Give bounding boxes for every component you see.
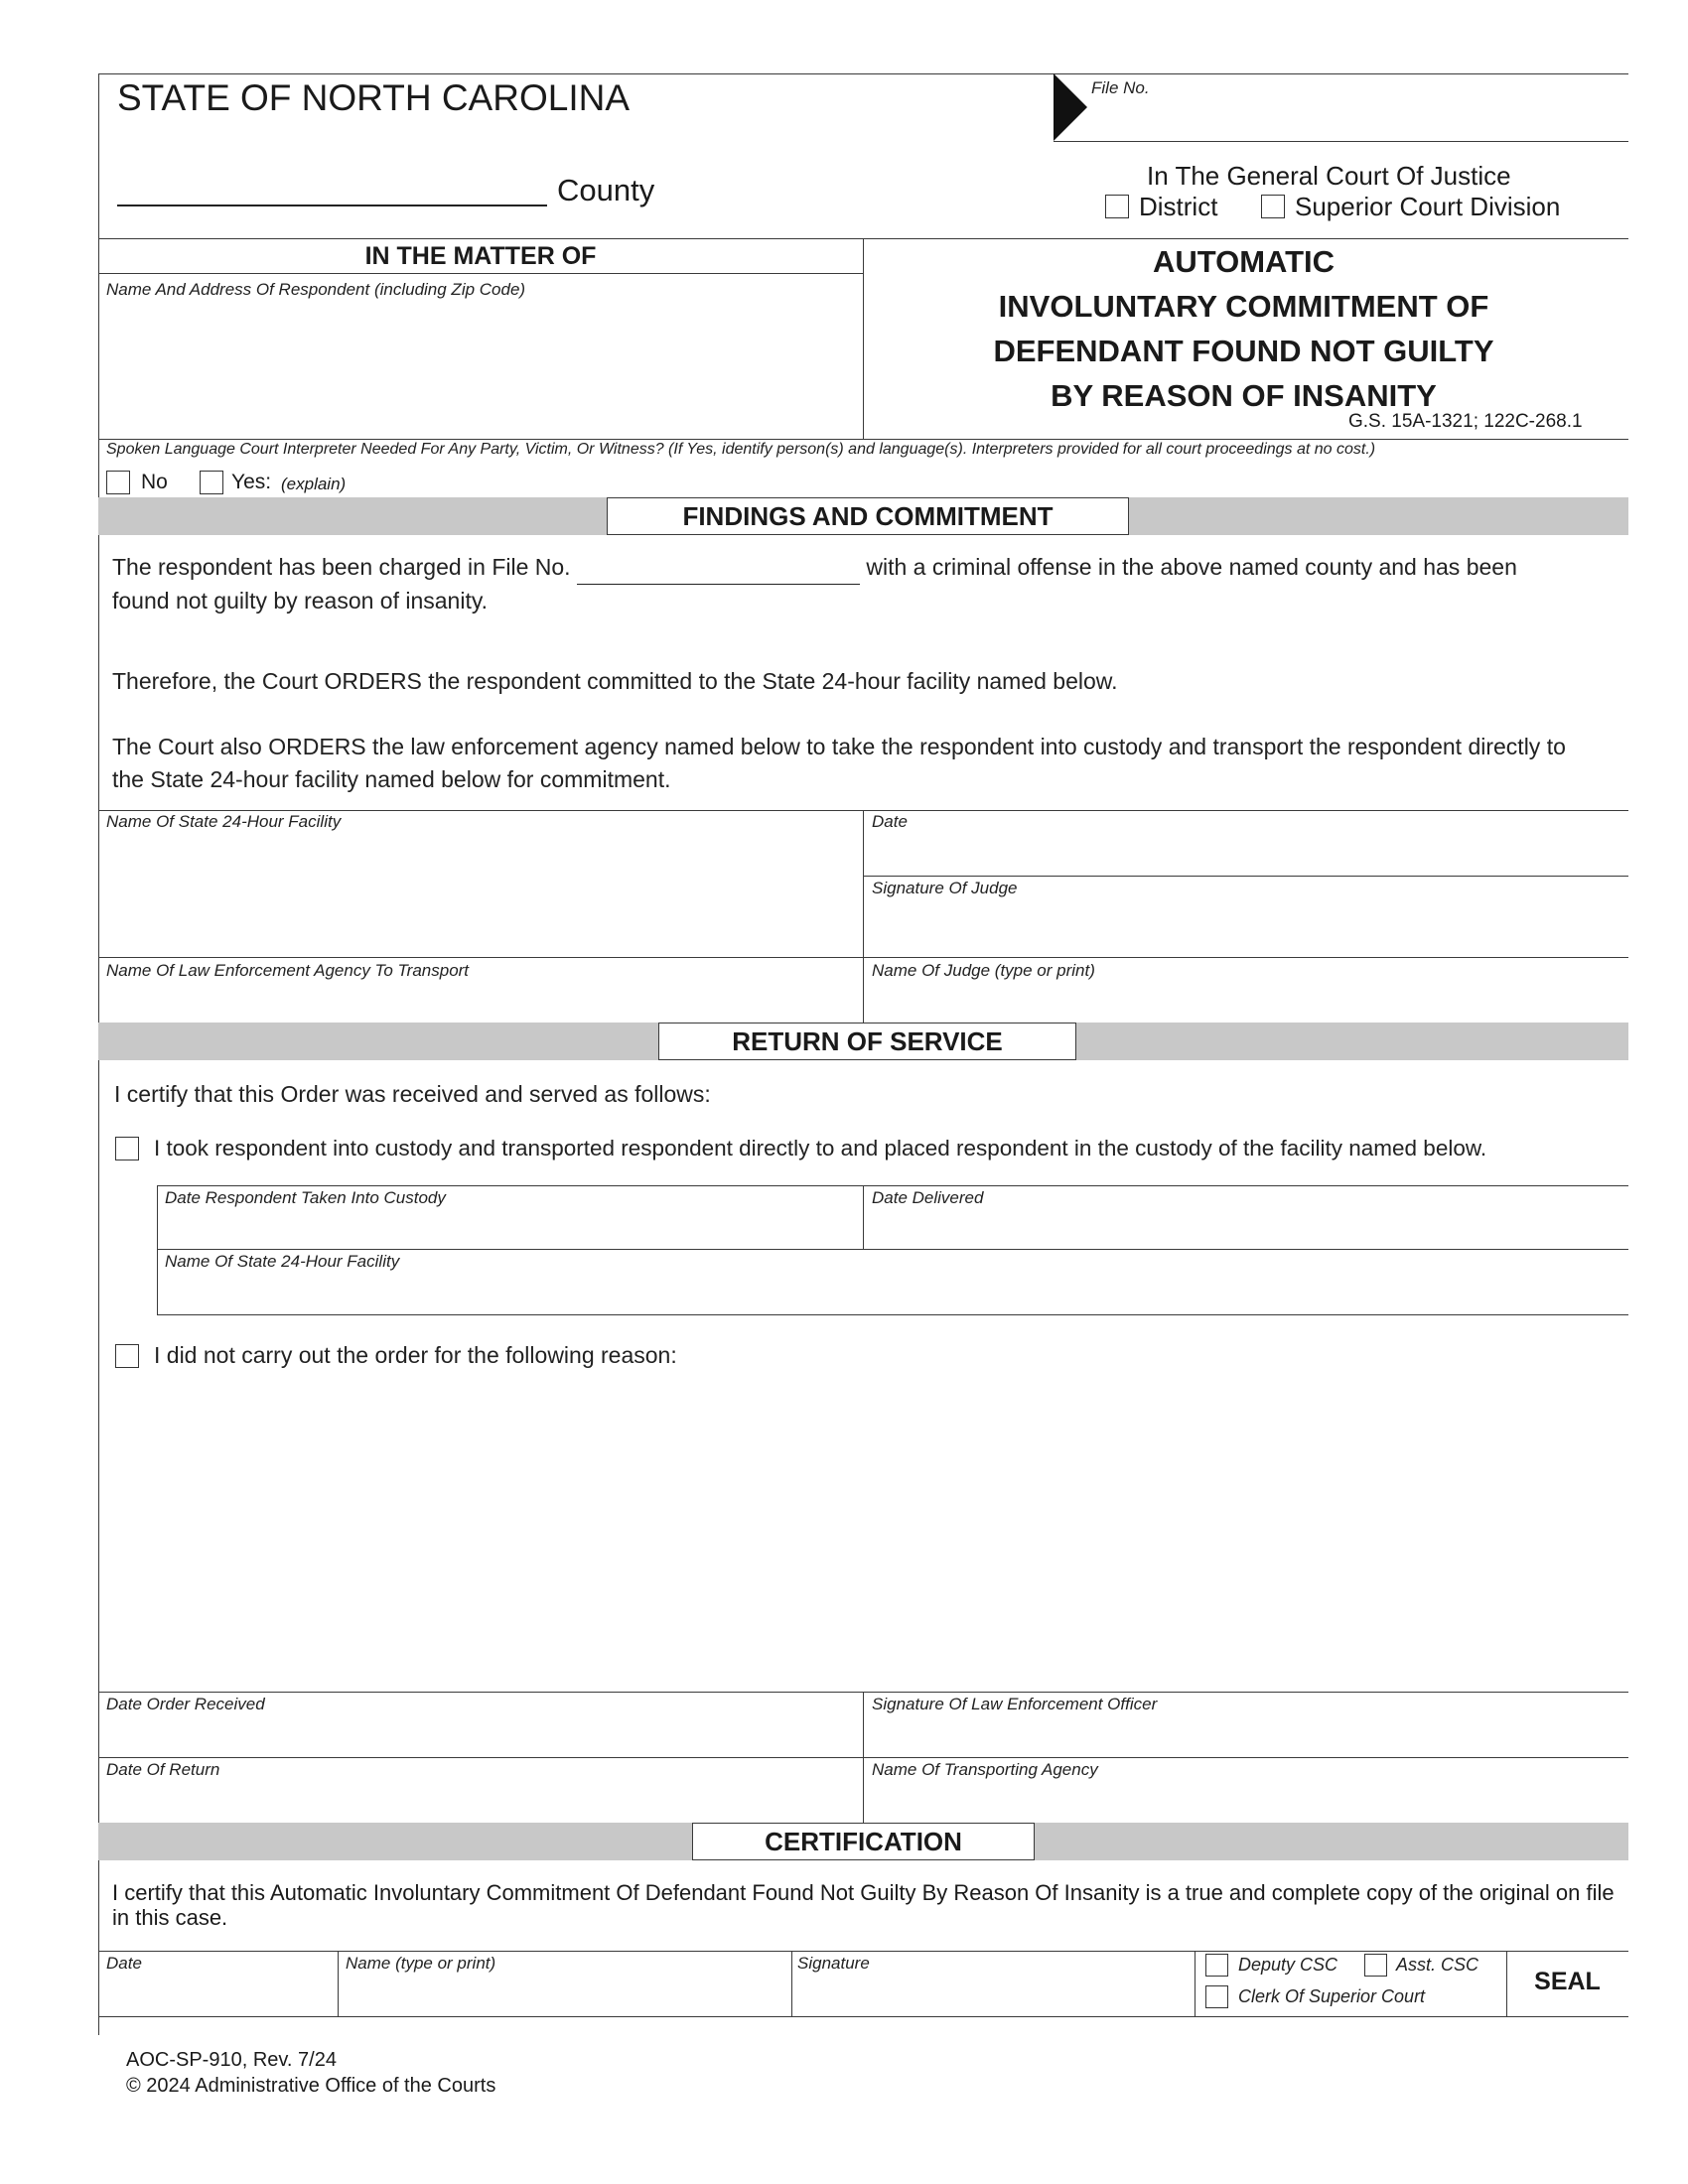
findings-para1-start: The respondent has been charged in File No. [112, 554, 571, 580]
reason-field[interactable] [100, 1382, 1626, 1690]
district-label: District [1139, 192, 1218, 221]
delivered-date-label: Date Delivered [872, 1188, 984, 1207]
title-line-3: DEFENDANT FOUND NOT GUILTY [993, 334, 1494, 368]
seal-label: SEAL [1534, 1968, 1601, 1995]
charge-file-no-blank[interactable] [577, 551, 860, 585]
divider [98, 273, 863, 274]
title-line-4: BY REASON OF INSANITY [1051, 378, 1437, 413]
title-line-1: AUTOMATIC [1152, 244, 1336, 279]
superior-court-checkbox[interactable] [1261, 195, 1285, 218]
deputy-csc-checkbox[interactable] [1205, 1954, 1228, 1977]
divider [98, 2016, 1628, 2017]
certification-heading-band [98, 1823, 1628, 1860]
cert-signature-label: Signature [797, 1954, 870, 1973]
findings-paragraph-2: Therefore, the Court ORDERS the respondent committed to the State 24-hour facility named below. [112, 668, 1118, 694]
return-date-label: Date Of Return [106, 1760, 220, 1779]
judge-name-label: Name Of Judge (type or print) [872, 961, 1095, 980]
findings-heading-band [98, 497, 1628, 535]
divider [338, 1951, 339, 2016]
divider [98, 1757, 1628, 1758]
cert-date-field[interactable] [100, 1976, 336, 2014]
title-line-2: INVOLUNTARY COMMITMENT OF [998, 289, 1489, 324]
officer-signature-label: Signature Of Law Enforcement Officer [872, 1695, 1158, 1713]
top-border [98, 73, 1628, 74]
interpreter-yes-label: Yes: [231, 471, 272, 493]
divider [157, 1185, 1628, 1186]
respondent-label: Name And Address Of Respondent (including Zip Code) [106, 280, 526, 299]
county-blank[interactable] [117, 205, 547, 206]
divider [98, 957, 1628, 958]
order-received-label: Date Order Received [106, 1695, 265, 1713]
cert-signature-field[interactable] [793, 1976, 1193, 2014]
county-label: County [557, 173, 655, 207]
agency-field[interactable] [100, 983, 861, 1021]
judge-date-field[interactable] [865, 834, 1626, 874]
matter-heading: IN THE MATTER OF [364, 242, 597, 270]
interpreter-no-label: No [141, 471, 168, 493]
arrow-marker-icon [1054, 73, 1089, 141]
transport-agency-field[interactable] [865, 1782, 1626, 1821]
option-not-served-text: I did not carry out the order for the following reason: [154, 1342, 677, 1368]
findings-heading: FINDINGS AND COMMITMENT [607, 497, 1129, 535]
agency-label: Name Of Law Enforcement Agency To Transport [106, 961, 470, 980]
delivered-date-field[interactable] [865, 1210, 1626, 1247]
officer-signature-field[interactable] [865, 1716, 1626, 1755]
cert-date-label: Date [106, 1954, 142, 1973]
judge-name-field[interactable] [865, 983, 1626, 1021]
file-no-label: File No. [1091, 78, 1150, 97]
statute-citation: G.S. 15A-1321; 122C-268.1 [1348, 411, 1583, 432]
findings-paragraph-1 [112, 551, 1621, 617]
return-heading-band [98, 1023, 1628, 1060]
facility-field[interactable] [100, 834, 861, 955]
interpreter-explain-label: (explain) [281, 475, 347, 493]
option-served-text: I took respondent into custody and transported respondent directly to and placed respondent in the custody of the facility named below. [154, 1136, 1487, 1160]
interpreter-yes-checkbox[interactable] [200, 471, 223, 494]
option-served-checkbox[interactable] [115, 1137, 139, 1160]
certification-heading: CERTIFICATION [692, 1823, 1035, 1860]
divider [863, 1185, 864, 1249]
state-title: STATE OF NORTH CAROLINA [117, 77, 630, 118]
return-certify-text: I certify that this Order was received and served as follows: [114, 1081, 711, 1107]
divider [98, 1951, 1628, 1952]
transport-agency-label: Name Of Transporting Agency [872, 1760, 1098, 1779]
copyright: © 2024 Administrative Office of the Courts [126, 2075, 496, 2097]
order-received-field[interactable] [100, 1716, 861, 1755]
return-heading: RETURN OF SERVICE [658, 1023, 1076, 1060]
file-no-field[interactable] [1054, 141, 1628, 142]
divider [863, 810, 864, 1023]
judge-signature-field[interactable] [865, 900, 1626, 955]
clerk-superior-label: Clerk Of Superior Court [1238, 1986, 1426, 2006]
cert-name-field[interactable] [340, 1976, 789, 2014]
findings-paragraph-3: The Court also ORDERS the law enforcement agency named below to take the respondent into custody and transport the respondent directly to the State 24-hour facility named below for commitment. [112, 734, 1566, 792]
facility-label: Name Of State 24-Hour Facility [106, 812, 342, 831]
divider [157, 1249, 1628, 1250]
custody-date-field[interactable] [159, 1210, 861, 1247]
divider [863, 876, 1628, 877]
divider [157, 1314, 1628, 1315]
court-title: In The General Court Of Justice [1147, 161, 1511, 191]
certification-text: I certify that this Automatic Involuntary Commitment Of Defendant Found Not Guilty By Reason Of Insanity is a true and complete copy of the original on file in this case. [112, 1880, 1615, 1930]
divider [157, 1185, 158, 1314]
district-checkbox[interactable] [1105, 195, 1129, 218]
return-date-field[interactable] [100, 1782, 861, 1821]
asst-csc-label: Asst. CSC [1396, 1955, 1479, 1975]
interpreter-question: Spoken Language Court Interpreter Needed For Any Party, Victim, Or Witness? (If Yes, identify person(s) and language(s). Interpreters provided for all court proceedings at no cost.) [106, 441, 1376, 458]
asst-csc-checkbox[interactable] [1364, 1954, 1387, 1977]
clerk-superior-checkbox[interactable] [1205, 1985, 1228, 2008]
form-title [864, 239, 1623, 418]
divider [98, 439, 1628, 440]
superior-court-label: Superior Court Division [1295, 192, 1561, 221]
divider [791, 1951, 792, 2016]
custody-date-label: Date Respondent Taken Into Custody [165, 1188, 446, 1207]
option-not-served-checkbox[interactable] [115, 1344, 139, 1368]
findings-para1-line2: found not guilty by reason of insanity. [112, 588, 489, 614]
judge-date-label: Date [872, 812, 908, 831]
interpreter-no-checkbox[interactable] [106, 471, 130, 494]
findings-para1-end: with a criminal offense in the above named county and has been [866, 554, 1517, 580]
divider [1195, 1951, 1196, 2016]
form-number: AOC-SP-910, Rev. 7/24 [126, 2049, 337, 2071]
served-facility-label: Name Of State 24-Hour Facility [165, 1252, 400, 1271]
respondent-field[interactable] [100, 303, 861, 437]
judge-signature-label: Signature Of Judge [872, 879, 1018, 897]
deputy-csc-label: Deputy CSC [1238, 1955, 1338, 1975]
served-facility-field[interactable] [159, 1274, 1626, 1312]
cert-name-label: Name (type or print) [346, 1954, 496, 1973]
